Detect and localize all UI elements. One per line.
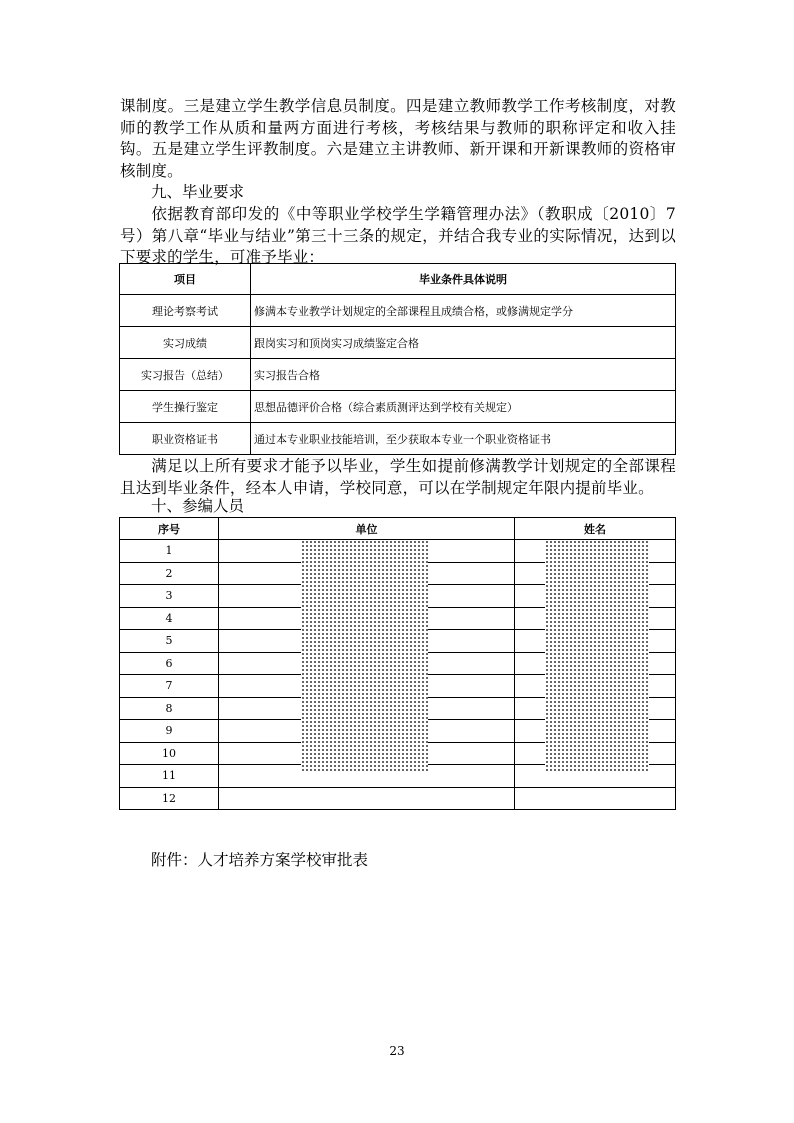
redacted-unit-block (301, 540, 428, 772)
paragraph-early-graduation (120, 456, 676, 499)
header-conditions: 毕业条件具体说明 (251, 264, 676, 295)
requirement-desc: 通过本专业职业技能培训，至少获取本专业一个职业资格证书 (251, 423, 676, 455)
attachment-note: 附件：人才培养方案学校审批表 (151, 851, 369, 869)
paragraph-early-graduation-text: 满足以上所有要求才能予以毕业，学生如提前修满教学计划规定的全部课程且达到毕业条件，经本人申请，学校同意，可以在学制规定年限内提前毕业。 (120, 457, 676, 497)
table-row (120, 359, 676, 391)
requirement-item: 实习成绩 (120, 327, 251, 359)
table-row (120, 423, 676, 455)
paragraph-teaching-supervision: 课制度。三是建立学生教学信息员制度。四是建立教师教学工作考核制度，对教师的教学工作从质和量两方面进行考核，考核结果与教师的职称评定和收入挂钩。五是建立学生评教制度。六是建立主讲教师、新开课和开新课教师的资格审核制度。 (120, 97, 676, 180)
row-number: 12 (120, 787, 219, 810)
requirement-item: 实习报告（总结） (120, 359, 251, 391)
graduation-requirements-table (119, 263, 676, 455)
paragraph-graduation-basis (120, 204, 676, 269)
row-number: 10 (120, 742, 219, 765)
row-number: 11 (120, 765, 219, 788)
name-cell (515, 787, 676, 810)
page-number: 23 (389, 1044, 405, 1058)
redacted-name-block (545, 540, 649, 772)
header-item: 项目 (120, 264, 251, 295)
table-row (120, 787, 676, 810)
table-row (120, 327, 676, 359)
row-number: 9 (120, 720, 219, 743)
table-row (120, 295, 676, 327)
row-number: 7 (120, 675, 219, 698)
row-number: 1 (120, 540, 219, 563)
section-heading-graduation-requirements: 九、毕业要求 (151, 183, 245, 201)
row-number: 6 (120, 652, 219, 675)
requirement-desc: 跟岗实习和顶岗实习成绩鉴定合格 (251, 327, 676, 359)
requirement-desc: 实习报告合格 (251, 359, 676, 391)
paragraph-graduation-basis-text: 依据教育部印发的《中等职业学校学生学籍管理办法》（教职成〔2010〕7号）第八章“毕业与结业”第三十三条的规定，并结合我专业的实际情况，达到以下要求的学生，可准予毕业： (120, 205, 676, 266)
requirement-desc: 思想品德评价合格（综合素质测评达到学校有关规定） (251, 391, 676, 423)
section-heading-contributors: 十、参编人员 (151, 497, 245, 515)
table-row (120, 391, 676, 423)
table-header-row (120, 518, 676, 540)
header-unit: 单位 (219, 518, 515, 540)
table-header-row (120, 264, 676, 295)
row-number: 2 (120, 562, 219, 585)
requirement-item: 职业资格证书 (120, 423, 251, 455)
unit-cell (219, 787, 515, 810)
row-number: 3 (120, 585, 219, 608)
requirement-desc: 修满本专业教学计划规定的全部课程且成绩合格，或修满规定学分 (251, 295, 676, 327)
row-number: 8 (120, 697, 219, 720)
requirement-item: 学生操行鉴定 (120, 391, 251, 423)
header-name: 姓名 (515, 518, 676, 540)
header-number: 序号 (120, 518, 219, 540)
row-number: 5 (120, 630, 219, 653)
row-number: 4 (120, 607, 219, 630)
requirement-item: 理论考察考试 (120, 295, 251, 327)
